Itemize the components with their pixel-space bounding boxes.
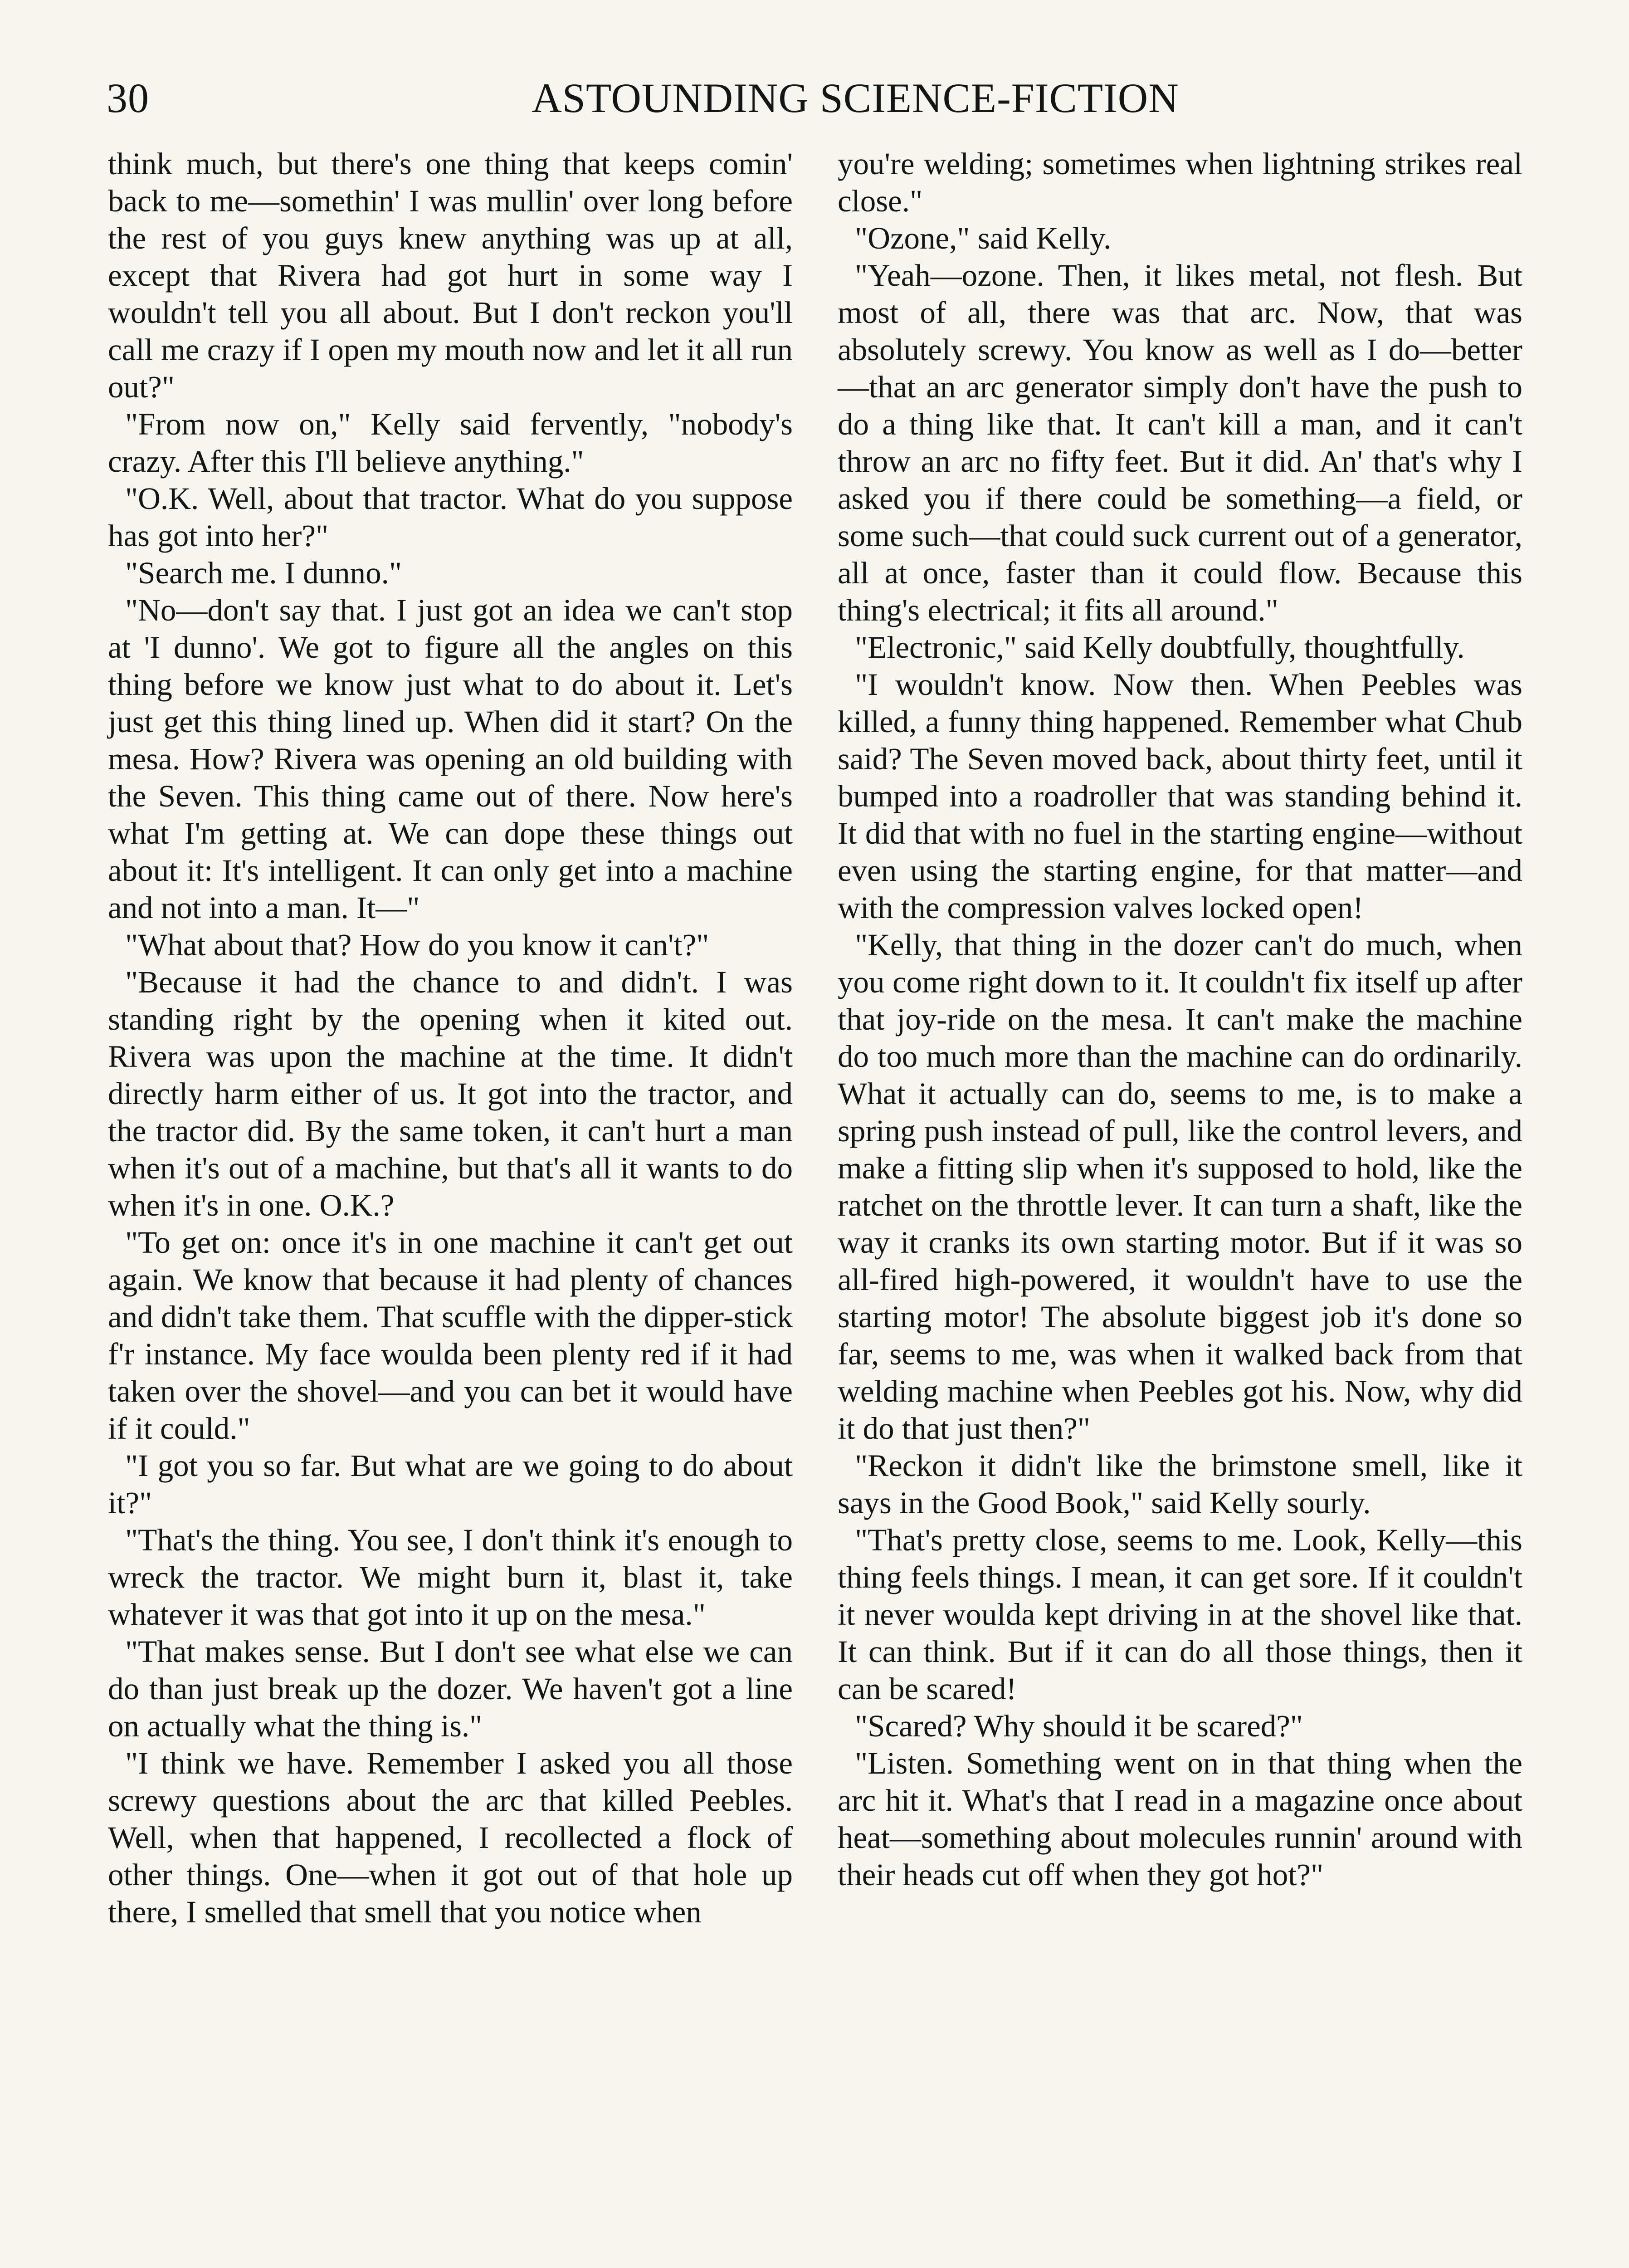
paragraph: think much, but there's one thing that keeps comin' back to me—somethin' I was mullin' over long before the rest of you guys knew anything was up at all, except that Rivera had got hurt in some way I wouldn't tell you all about. But I don't reckon you'll call me crazy if I open my mouth now and let it all run out?" [108,147,793,404]
left-text-column [108,145,793,1931]
paragraph: "O.K. Well, about that tractor. What do you suppose has got into her?" [108,481,793,553]
paragraph: "To get on: once it's in one machine it can't get out again. We know that because it had plenty of chances and didn't take them. That scuffle with the dipper-stick f'r instance. My face woulda been plenty red if it had taken over the shovel—and you can bet it would have if it could." [108,1225,793,1446]
paragraph: "I wouldn't know. Now then. When Peebles was killed, a funny thing happened. Remember what Chub said? The Seven moved back, about thirty feet, until it bumped into a roadroller that was standing behind it. It did that with no fuel in the starting engine—without even using the starting engine, for that matter—and with the compression valves locked open! [838,667,1522,925]
paragraph: "Reckon it didn't like the brimstone smell, like it says in the Good Book," said Kelly sourly. [838,1448,1522,1520]
paragraph: "From now on," Kelly said fervently, "nobody's crazy. After this I'll believe anything." [108,407,793,479]
paragraph: "That's the thing. You see, I don't think it's enough to wreck the tractor. We might burn it, blast it, take whatever it was that got into it up on the mesa." [108,1523,793,1632]
paragraph: "Yeah—ozone. Then, it likes metal, not flesh. But most of all, there was that arc. Now, that was absolutely screwy. You know as well as I do—better—that an arc generator simply don't have the push to do a thing like that. It can't kill a man, and it can't throw an arc no fifty feet. But it did. An' that's why I asked you if there could be something—a field, or some such—that could suck current out of a generator, all at once, faster than it could flow. Because this thing's electrical; it fits all around." [838,258,1522,627]
paragraph: "That makes sense. But I don't see what else we can do than just break up the dozer. We haven't got a line on actually what the thing is." [108,1634,793,1743]
paragraph: "Kelly, that thing in the dozer can't do much, when you come right down to it. It couldn't fix itself up after that joy-ride on the mesa. It can't make the machine do too much more than the machine can do ordinarily. What it actually can do, seems to me, is to make a spring push instead of pull, like the control levers, and make a fitting slip when it's supposed to hold, like the ratchet on the throttle lever. It can turn a shaft, like the way it cranks its own starting motor. But if it was so all-fired high-powered, it wouldn't have to use the starting motor! The absolute biggest job it's done so far, seems to me, was when it walked back from that welding machine when Peebles got his. Now, why did it do that just then?" [838,928,1522,1446]
magazine-title: ASTOUNDING SCIENCE-FICTION [532,75,1179,121]
paragraph: "I got you so far. But what are we going to do about it?" [108,1448,793,1520]
paragraph: "What about that? How do you know it can't?" [125,928,709,962]
paragraph: "Ozone," said Kelly. [854,221,1112,255]
paragraph: "Electronic," said Kelly doubtfully, thoughtfully. [854,630,1465,665]
page-header [107,77,1522,141]
page-number: 30 [107,75,149,121]
paragraph: "That's pretty close, seems to me. Look, Kelly—this thing feels things. I mean, it can get sore. If it couldn't it never woulda kept driving in at the shovel like that. It can think. But if it can do all those things, then it can be scared! [838,1523,1522,1706]
paragraph: "Scared? Why should it be scared?" [854,1709,1303,1743]
paragraph: "I think we have. Remember I asked you all those screwy questions about the arc that killed Peebles. Well, when that happened, I recollected a flock of other things. One—when it got out of that hole up there, I smelled that smell that you notice when [108,1746,793,1929]
right-text-column [838,145,1522,1893]
paragraph: "Because it had the chance to and didn't. I was standing right by the opening when it kited out. Rivera was upon the machine at the time. It didn't directly harm either of us. It got into the tractor, and the tractor did. By the same token, it can't hurt a man when it's out of a machine, but that's all it wants to do when it's in one. O.K.? [108,965,793,1222]
paragraph: "Listen. Something went on in that thing when the arc hit it. What's that I read in a magazine once about heat—something about molecules runnin' around with their heads cut off when they got hot?" [838,1746,1522,1892]
paragraph: "Search me. I dunno." [125,556,402,590]
paragraph: you're welding; sometimes when lightning strikes real close." [838,147,1522,218]
paragraph: "No—don't say that. I just got an idea we can't stop at 'I dunno'. We got to figure all the angles on this thing before we know just what to do about it. Let's just get this thing lined up. When did it start? On the mesa. How? Rivera was opening an old building with the Seven. This thing came out of there. Now here's what I'm getting at. We can dope these things out about it: It's intelligent. It can only get into a machine and not into a man. It—" [108,593,793,925]
